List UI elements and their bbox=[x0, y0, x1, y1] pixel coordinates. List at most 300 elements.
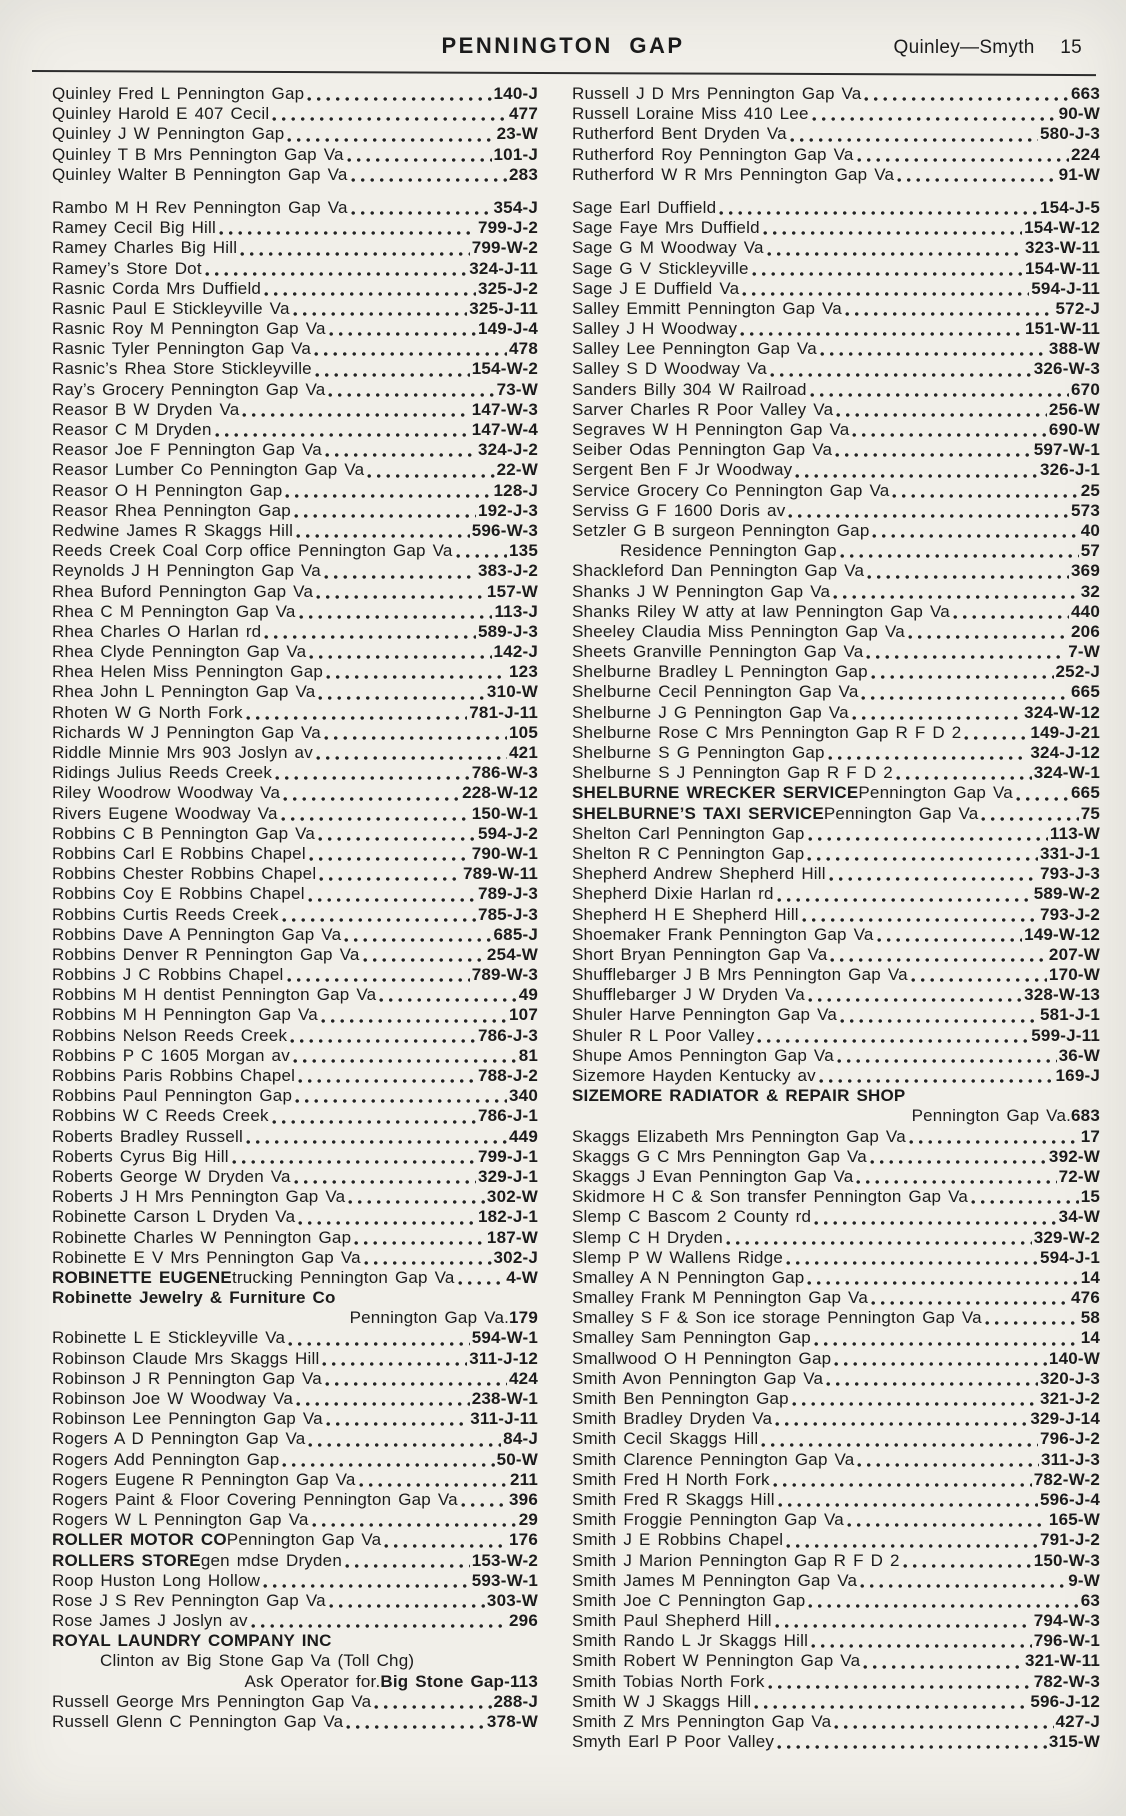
leader-dots bbox=[363, 957, 485, 963]
directory-entry bbox=[572, 1732, 1100, 1752]
leader-dots bbox=[877, 937, 1023, 943]
directory-entry bbox=[572, 319, 1100, 339]
leader-dots bbox=[364, 1260, 492, 1266]
leader-dots bbox=[240, 251, 470, 257]
directory-entry bbox=[52, 501, 538, 521]
entry-text: Robinette Carson L Dryden Va bbox=[52, 1207, 296, 1227]
entry-number: 151-W-11 bbox=[1025, 319, 1100, 339]
leader-dots bbox=[321, 1018, 507, 1024]
leader-dots bbox=[802, 917, 1038, 923]
entry-number: 238-W-1 bbox=[471, 1389, 538, 1408]
leader-dots bbox=[836, 412, 1047, 418]
leader-dots bbox=[367, 473, 494, 479]
leader-dots bbox=[845, 311, 1054, 317]
entry-text: Smith J Marion Pennington Gap R F D 2 bbox=[572, 1550, 900, 1570]
entry-number: 476 bbox=[1071, 1288, 1100, 1308]
directory-entry bbox=[572, 218, 1100, 238]
entry-number: 340 bbox=[509, 1086, 538, 1106]
entry-number: 63 bbox=[1080, 1590, 1100, 1610]
leader-dots bbox=[325, 1381, 507, 1387]
entry-text: Robbins Paris Robbins Chapel bbox=[52, 1066, 296, 1085]
leader-dots bbox=[792, 1401, 1038, 1407]
directory-entry bbox=[52, 965, 538, 985]
leader-dots bbox=[788, 513, 1069, 519]
entry-text: Smith Clarence Pennington Gap Va bbox=[572, 1449, 855, 1469]
directory-entry bbox=[52, 804, 538, 824]
leader-dots bbox=[867, 574, 1069, 580]
entry-number: 101-J bbox=[493, 144, 538, 164]
directory-entry bbox=[572, 1228, 1100, 1248]
entry-number: 4-W bbox=[506, 1267, 538, 1287]
entry-number: 135 bbox=[509, 541, 538, 561]
leader-dots bbox=[285, 493, 491, 499]
entry-number: 369 bbox=[1071, 561, 1100, 581]
leader-dots bbox=[325, 452, 476, 458]
leader-dots bbox=[852, 715, 1022, 721]
group-gap bbox=[572, 185, 1100, 198]
entry-text: Sergent Ben F Jr Woodway bbox=[572, 460, 793, 480]
entry-number: 782-W-3 bbox=[1033, 1671, 1100, 1691]
entry-text: Rogers Add Pennington Gap bbox=[52, 1449, 280, 1469]
entry-number: 670 bbox=[1071, 379, 1100, 399]
directory-entry bbox=[572, 1308, 1100, 1328]
directory-entry bbox=[52, 703, 538, 723]
directory-entry bbox=[572, 1328, 1100, 1348]
leader-dots bbox=[857, 157, 1070, 163]
entry-number: 123 bbox=[509, 662, 538, 682]
directory-entry bbox=[52, 1349, 538, 1369]
entry-number: 254-W bbox=[486, 944, 538, 964]
directory-entry bbox=[572, 1248, 1100, 1268]
directory-entry bbox=[572, 1450, 1100, 1470]
leader-dots bbox=[810, 392, 1069, 398]
directory-entry bbox=[52, 1167, 538, 1187]
leader-dots bbox=[908, 634, 1069, 640]
entry-text: Smith Avon Pennington Gap Va bbox=[572, 1368, 824, 1388]
entry-text: Smallwood O H Pennington Gap bbox=[572, 1348, 832, 1368]
entry-text: Clinton av Big Stone Gap Va (Toll Chg) bbox=[100, 1651, 415, 1671]
directory-entry bbox=[52, 1026, 538, 1046]
entry-text: Rasnic Corda Mrs Duffield bbox=[52, 278, 262, 298]
directory-entry bbox=[52, 1429, 538, 1449]
entry-text: Sage G M Woodway Va bbox=[572, 238, 764, 258]
directory-entry bbox=[572, 541, 1100, 561]
entry-text: Pennington Gap Va bbox=[858, 783, 1013, 803]
entry-number: 788-J-2 bbox=[478, 1066, 538, 1085]
leader-dots bbox=[757, 1038, 1029, 1044]
entry-number: 329-J-1 bbox=[478, 1166, 538, 1186]
leader-dots bbox=[871, 674, 1054, 680]
entry-number: 311-J-3 bbox=[1040, 1449, 1100, 1469]
entry-text: Rutherford W R Mrs Pennington Gap Va bbox=[572, 164, 895, 184]
entry-number: 440 bbox=[1071, 601, 1100, 621]
entry-number: 690-W bbox=[1048, 420, 1100, 439]
directory-entry bbox=[52, 84, 538, 104]
entry-text: Roberts George W Dryden Va bbox=[52, 1166, 291, 1186]
entry-number: 302-J bbox=[493, 1247, 538, 1267]
entry-number: 105 bbox=[509, 722, 538, 742]
directory-entry bbox=[572, 864, 1100, 884]
directory-entry bbox=[52, 1571, 538, 1591]
directory-entry bbox=[572, 1106, 1100, 1126]
entry-number: 589-J-3 bbox=[478, 621, 538, 641]
entry-number: 392-W bbox=[1048, 1146, 1100, 1166]
entry-text: Rambo M H Rev Pennington Gap Va bbox=[52, 197, 348, 217]
entry-text: Rhea C M Pennington Gap Va bbox=[52, 601, 296, 621]
entry-number: 589-W-2 bbox=[1033, 884, 1100, 904]
directory-entry bbox=[52, 925, 538, 945]
directory-entry bbox=[572, 561, 1100, 581]
entry-text: Skaggs G C Mrs Pennington Gap Va bbox=[572, 1146, 867, 1166]
directory-entry bbox=[572, 1631, 1100, 1651]
entry-number: 206 bbox=[1071, 621, 1100, 641]
leader-dots bbox=[795, 473, 1038, 479]
leader-dots bbox=[807, 1280, 1078, 1286]
entry-number: 22-W bbox=[496, 460, 538, 480]
entry-number: 328-W-13 bbox=[1024, 985, 1100, 1005]
directory-entry bbox=[52, 642, 538, 662]
directory-entry bbox=[572, 359, 1100, 379]
entry-text: Reasor B W Dryden Va bbox=[52, 399, 240, 419]
leader-dots bbox=[971, 1199, 1079, 1205]
entry-number: 176 bbox=[509, 1530, 538, 1550]
leader-dots bbox=[834, 1724, 1053, 1730]
entry-text: Service Grocery Co Pennington Gap Va bbox=[572, 480, 890, 500]
entry-number: 315-W bbox=[1048, 1732, 1100, 1752]
entry-number: 378-W bbox=[486, 1712, 538, 1731]
entry-text: Robbins C B Pennington Gap Va bbox=[52, 823, 316, 843]
directory-entry bbox=[572, 844, 1100, 864]
entry-number: 311-J-11 bbox=[470, 1409, 538, 1429]
leader-dots bbox=[820, 351, 1047, 357]
leader-dots bbox=[346, 1724, 485, 1730]
leader-dots bbox=[819, 1078, 1054, 1084]
entry-text: Slemp C Bascom 2 County rd bbox=[572, 1207, 812, 1227]
entry-number: 192-J-3 bbox=[478, 500, 538, 520]
entry-text: Russell Glenn C Pennington Gap Va bbox=[52, 1712, 344, 1731]
entry-number: 799-J-1 bbox=[478, 1146, 538, 1166]
leader-dots bbox=[786, 1260, 1038, 1266]
leader-dots bbox=[872, 533, 1078, 539]
entry-text: Sanders Billy 304 W Railroad bbox=[572, 379, 807, 399]
entry-number: 302-W bbox=[486, 1187, 538, 1207]
entry-text: Robinson Lee Pennington Gap Va bbox=[52, 1409, 323, 1429]
directory-entry bbox=[52, 460, 538, 480]
entry-number: 170-W bbox=[1048, 965, 1100, 985]
leader-dots bbox=[282, 1462, 494, 1468]
leader-dots bbox=[866, 654, 1066, 660]
entry-number: 303-W bbox=[486, 1590, 538, 1610]
leader-dots bbox=[786, 1543, 1038, 1549]
entry-text: Ask Operator for. bbox=[244, 1671, 381, 1691]
directory-entry bbox=[572, 165, 1100, 185]
leader-dots bbox=[272, 1119, 476, 1125]
entry-number: 421 bbox=[509, 743, 538, 762]
leader-dots bbox=[298, 1220, 476, 1226]
entry-text: Shepherd Andrew Shepherd Hill bbox=[572, 864, 826, 884]
directory-entry bbox=[572, 339, 1100, 359]
entry-text: Pennington Gap Va bbox=[226, 1530, 382, 1550]
entry-text: Smith Paul Shepherd Hill bbox=[572, 1611, 772, 1631]
entry-number: 594-W-1 bbox=[471, 1328, 538, 1348]
entry-number: 153-W-2 bbox=[471, 1550, 538, 1570]
leader-dots bbox=[742, 291, 1029, 297]
entry-text: Roberts Cyrus Big Hill bbox=[52, 1146, 229, 1166]
directory-entry bbox=[572, 985, 1100, 1005]
entry-number: 665 bbox=[1071, 682, 1100, 702]
directory-entry bbox=[52, 481, 538, 501]
entry-text: Shelton Carl Pennington Gap bbox=[572, 823, 805, 843]
entry-number: 81 bbox=[518, 1045, 538, 1065]
entry-text: Rhoten W G North Fork bbox=[52, 702, 243, 722]
leader-dots bbox=[318, 836, 476, 842]
entry-text: Rasnic’s Rhea Store Stickleyville bbox=[52, 359, 312, 379]
entry-text: Rhea Clyde Pennington Gap Va bbox=[52, 642, 307, 662]
entry-text: Rhea John L Pennington Gap Va bbox=[52, 682, 316, 702]
entry-number: 32 bbox=[1080, 581, 1100, 601]
directory-entry bbox=[52, 743, 538, 763]
entry-text: Shufflebarger J B Mrs Pennington Gap Va bbox=[572, 965, 908, 985]
entry-number: 7-W bbox=[1068, 642, 1100, 662]
entry-number: 50-W bbox=[496, 1449, 538, 1469]
entry-text: Roberts Bradley Russell bbox=[52, 1126, 243, 1146]
directory-entry bbox=[52, 864, 538, 884]
leader-dots bbox=[219, 230, 476, 236]
leader-dots bbox=[283, 796, 460, 802]
group-gap bbox=[52, 185, 538, 198]
entry-number: 573 bbox=[1071, 500, 1100, 520]
entry-text: Quinley J W Pennington Gap bbox=[52, 124, 285, 144]
entry-number: 256-W bbox=[1048, 399, 1100, 419]
directory-entry bbox=[52, 1328, 538, 1348]
entry-number: 331-J-1 bbox=[1040, 843, 1100, 863]
entry-text: Sage J E Duffield Va bbox=[572, 278, 740, 298]
entry-text: Robbins Carl E Robbins Chapel bbox=[52, 843, 306, 863]
directory-entry bbox=[572, 1470, 1100, 1490]
entry-text: Roop Huston Long Hollow bbox=[52, 1570, 261, 1590]
entry-number: Big Stone Gap-113 bbox=[380, 1671, 538, 1691]
leader-dots bbox=[344, 937, 491, 943]
entry-text: Shepherd H E Shepherd Hill bbox=[572, 904, 799, 924]
entry-number: 782-W-2 bbox=[1033, 1469, 1100, 1489]
directory-entry bbox=[572, 723, 1100, 743]
leader-dots bbox=[329, 331, 476, 337]
entry-text: Riley Woodrow Woodway Va bbox=[52, 783, 281, 803]
directory-entry bbox=[572, 662, 1100, 682]
directory-entry bbox=[572, 1611, 1100, 1631]
leader-dots bbox=[775, 1421, 1028, 1427]
directory-entry bbox=[52, 662, 538, 682]
entry-text: Quinley T B Mrs Pennington Gap Va bbox=[52, 144, 344, 164]
entry-text: Smith Fred H North Fork bbox=[572, 1469, 770, 1489]
entry-number: 793-J-3 bbox=[1040, 864, 1100, 884]
directory-entry bbox=[52, 985, 538, 1005]
directory-entry bbox=[52, 1046, 538, 1066]
directory-entry bbox=[572, 279, 1100, 299]
entry-text: Shelburne S G Pennington Gap bbox=[572, 743, 825, 762]
leader-dots bbox=[777, 1744, 1047, 1750]
entry-number: 91-W bbox=[1058, 164, 1100, 184]
directory-entry bbox=[572, 521, 1100, 541]
directory-entry bbox=[52, 400, 538, 420]
leader-dots bbox=[870, 1159, 1047, 1165]
entry-text: Reasor O H Pennington Gap bbox=[52, 480, 283, 500]
entry-text: Segraves W H Pennington Gap Va bbox=[572, 420, 850, 439]
leader-dots bbox=[726, 1240, 1032, 1246]
directory-entry bbox=[52, 1672, 538, 1692]
entry-number: 147-W-4 bbox=[471, 420, 538, 439]
directory-entry bbox=[52, 1551, 538, 1571]
leader-dots bbox=[246, 1139, 507, 1145]
leader-dots bbox=[981, 816, 1078, 822]
entry-number: 40 bbox=[1080, 520, 1100, 540]
entry-text: Shufflebarger J W Dryden Va bbox=[572, 985, 805, 1005]
leader-dots bbox=[294, 513, 476, 519]
entry-text: Robinette L E Stickleyville Va bbox=[52, 1328, 286, 1348]
entry-text: Robbins Dave A Pennington Gap Va bbox=[52, 924, 342, 944]
directory-entry bbox=[52, 1631, 538, 1651]
directory-entry bbox=[572, 400, 1100, 420]
directory-entry bbox=[52, 124, 538, 144]
entry-number: 150-W-3 bbox=[1033, 1550, 1100, 1570]
entry-text: Pennington Gap Va. bbox=[349, 1308, 510, 1328]
entry-text: Smalley A N Pennington Gap bbox=[572, 1267, 805, 1287]
directory-entry bbox=[572, 1551, 1100, 1571]
entry-number: 149-J-21 bbox=[1030, 722, 1100, 742]
entry-number: 580-J-3 bbox=[1040, 124, 1100, 144]
entry-text: Robbins Denver R Pennington Gap Va bbox=[52, 944, 360, 964]
entry-number: 288-J bbox=[493, 1691, 538, 1711]
entry-name-bold: ROLLERS STORE bbox=[52, 1550, 201, 1570]
entry-number: 799-J-2 bbox=[478, 218, 538, 238]
entry-text: Rutherford Bent Dryden Va bbox=[572, 124, 787, 144]
entry-text: Smith J E Robbins Chapel bbox=[572, 1530, 784, 1550]
entry-text: Russell George Mrs Pennington Gap Va bbox=[52, 1691, 372, 1711]
directory-entry bbox=[572, 1369, 1100, 1389]
directory-entry bbox=[52, 945, 538, 965]
directory-entry bbox=[572, 1167, 1100, 1187]
entry-text: trucking Pennington Gap Va bbox=[231, 1267, 455, 1287]
entry-number: 594-J-1 bbox=[1040, 1247, 1100, 1267]
leader-dots bbox=[1016, 796, 1069, 802]
entry-text: Richards W J Pennington Gap Va bbox=[52, 722, 321, 742]
entry-text: Skaggs Elizabeth Mrs Pennington Gap Va bbox=[572, 1126, 906, 1146]
entry-text: Russell J D Mrs Pennington Gap Va bbox=[572, 84, 862, 103]
entry-number: 324-J-12 bbox=[1030, 743, 1100, 762]
entry-number: 90-W bbox=[1058, 104, 1100, 124]
directory-entry bbox=[52, 582, 538, 602]
entry-text: Robinson Claude Mrs Skaggs Hill bbox=[52, 1348, 320, 1368]
directory-entry bbox=[572, 905, 1100, 925]
entry-name-bold: SHELBURNE’S TAXI SERVICE bbox=[572, 803, 824, 823]
entry-number: 187-W bbox=[486, 1227, 538, 1247]
entry-number: 49 bbox=[518, 985, 538, 1005]
entry-number: 72-W bbox=[1058, 1166, 1100, 1186]
leader-dots bbox=[719, 210, 1038, 216]
entry-text: Seiber Odas Pennington Gap Va bbox=[572, 440, 833, 460]
directory-entry bbox=[52, 1268, 538, 1288]
directory-entry bbox=[572, 1490, 1100, 1510]
entry-number: 321-J-2 bbox=[1040, 1389, 1100, 1408]
leader-dots bbox=[752, 271, 1023, 277]
entry-number: 211 bbox=[509, 1469, 538, 1489]
leader-dots bbox=[316, 755, 507, 761]
directory-entry bbox=[572, 380, 1100, 400]
entry-number: 154-J-5 bbox=[1040, 197, 1100, 217]
directory-entry bbox=[572, 84, 1100, 104]
entry-number: 785-J-3 bbox=[478, 904, 538, 924]
directory-entry bbox=[572, 783, 1100, 803]
entry-text: Short Bryan Pennington Gap Va bbox=[572, 944, 828, 964]
directory-entry bbox=[572, 1046, 1100, 1066]
leader-dots bbox=[326, 1421, 468, 1427]
leader-dots bbox=[775, 1623, 1032, 1629]
directory-entry bbox=[572, 1672, 1100, 1692]
leader-dots bbox=[319, 876, 461, 882]
entry-number: 329-W-2 bbox=[1033, 1227, 1100, 1247]
entry-number: 75 bbox=[1080, 803, 1100, 823]
leader-dots bbox=[829, 876, 1038, 882]
leader-dots bbox=[326, 674, 507, 680]
leader-dots bbox=[812, 116, 1057, 122]
entry-number: 354-J bbox=[493, 197, 538, 217]
entry-number: 596-W-3 bbox=[471, 520, 538, 540]
entry-number: 594-J-11 bbox=[1031, 278, 1100, 298]
entry-number: 310-W bbox=[486, 682, 538, 702]
leader-dots bbox=[856, 1179, 1056, 1185]
entry-number: 665 bbox=[1071, 783, 1100, 803]
leader-dots bbox=[790, 137, 1038, 143]
entry-text: Smith Froggie Pennington Gap Va bbox=[572, 1510, 844, 1530]
entry-number: 427-J bbox=[1055, 1712, 1100, 1731]
entry-number: 128-J bbox=[493, 480, 538, 500]
page-title: PENNINGTON GAP bbox=[441, 33, 685, 58]
entry-text: Russell Loraine Miss 410 Lee bbox=[572, 104, 809, 124]
entry-text: Robinson Joe W Woodway Va bbox=[52, 1389, 294, 1408]
leader-dots bbox=[294, 1179, 476, 1185]
entry-text: Robbins M H dentist Pennington Gap Va bbox=[52, 985, 377, 1005]
directory-entry bbox=[572, 198, 1100, 218]
leader-dots bbox=[374, 1704, 491, 1710]
leader-dots bbox=[892, 493, 1078, 499]
leader-dots bbox=[763, 230, 1022, 236]
directory-entry bbox=[572, 299, 1100, 319]
leader-dots bbox=[808, 836, 1048, 842]
entry-text: Robinette E V Mrs Pennington Gap Va bbox=[52, 1247, 361, 1267]
entry-number: 685-J bbox=[493, 924, 538, 944]
entry-text: Rose James J Joslyn av bbox=[52, 1611, 248, 1631]
directory-entry bbox=[572, 1268, 1100, 1288]
entry-text: Rasnic Tyler Pennington Gap Va bbox=[52, 339, 312, 359]
leader-dots bbox=[808, 997, 1022, 1003]
entry-number: 449 bbox=[509, 1126, 538, 1146]
entry-text: Roberts J H Mrs Pennington Gap Va bbox=[52, 1187, 346, 1207]
entry-number: 25 bbox=[1080, 480, 1100, 500]
directory-entry bbox=[572, 582, 1100, 602]
entry-text: Shelburne Bradley L Pennington Gap bbox=[572, 662, 868, 682]
leader-dots bbox=[773, 1482, 1032, 1488]
entry-text: Smith James M Pennington Gap Va bbox=[572, 1570, 858, 1590]
entry-number: 149-W-12 bbox=[1024, 924, 1100, 944]
directory-entry bbox=[52, 1490, 538, 1510]
entry-name-bold: ROLLER MOTOR CO bbox=[52, 1530, 227, 1550]
leader-dots bbox=[461, 1502, 507, 1508]
entry-number: 57 bbox=[1080, 541, 1100, 561]
leader-dots bbox=[293, 1058, 517, 1064]
entry-number: 789-J-3 bbox=[478, 884, 538, 904]
directory-entry bbox=[52, 1308, 538, 1328]
entry-text: Smith Fred R Skaggs Hill bbox=[572, 1489, 775, 1509]
